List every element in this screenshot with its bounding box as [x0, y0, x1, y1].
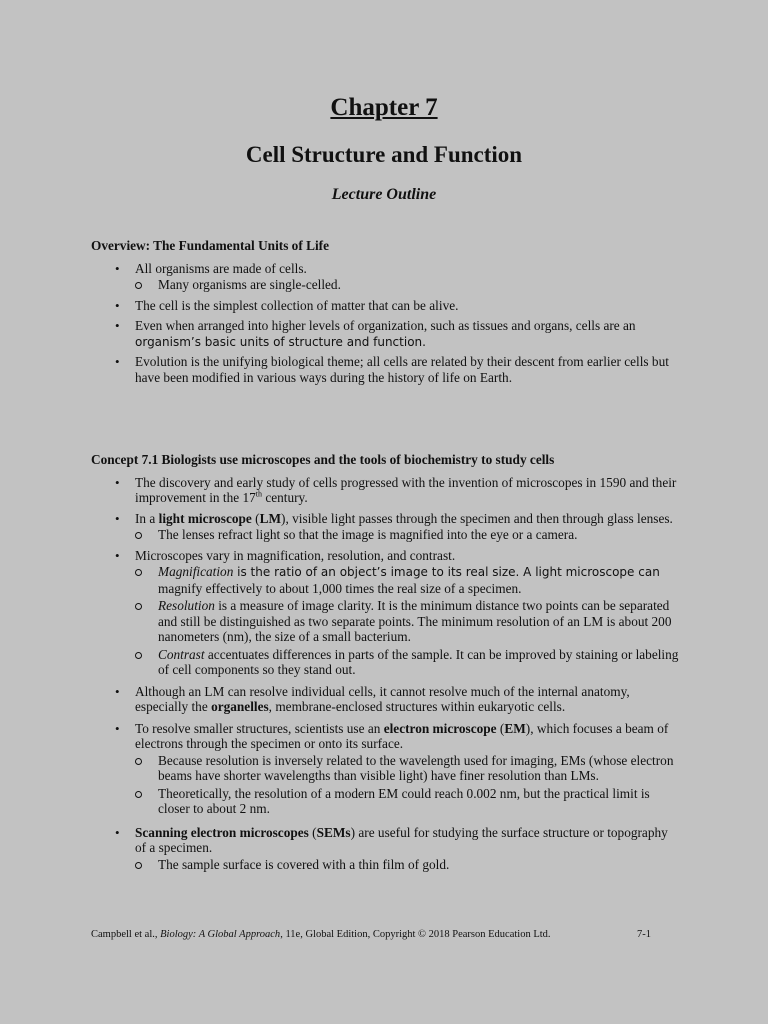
term-bold: LM [259, 510, 282, 526]
list-item [91, 684, 681, 715]
footer-text: Campbell et al., [91, 929, 161, 940]
bullet-text: is a measure of image clarity. It is the minimum distance two points can be separated and still be distinguished as two separate points. The minimum resolution of an LM is about 200 nanometers (nm), the size of a small bacterium. [158, 598, 672, 644]
bullet-text: ( [308, 824, 317, 840]
list-item [91, 721, 681, 817]
bullet-text: Theoretically, the resolution of a modern EM could reach 0.002 nm, but the practical limit is closer to about 2 nm. [158, 785, 650, 816]
bullet-text: , membrane-enclosed structures within eukaryotic cells. [268, 699, 566, 714]
sub-list-item [135, 857, 681, 873]
bullet-text-sans: is the ratio of an object’s image to its real size. A light microscope can [233, 565, 660, 579]
footer-text: , 11e, Global Edition, Copyright © 2018 Pearson Education Ltd. [280, 929, 551, 940]
page-footer [91, 929, 651, 940]
list-item [91, 475, 681, 506]
bullet-text: The cell is the simplest collection of matter that can be alive. [135, 297, 459, 313]
bullet-text-sans: organism’s basic units of structure and function. [135, 334, 426, 349]
term-bold: SEMs [316, 824, 351, 840]
bullet-text: The sample surface is covered with a thin film of gold. [158, 856, 450, 872]
chapter-title: Cell Structure and Function [245, 142, 523, 167]
sub-list-item [135, 647, 681, 678]
footer-book-title: Biology: A Global Approach [160, 929, 281, 940]
list-item [91, 318, 681, 350]
bullet-text: All organisms are made of cells. [135, 260, 307, 276]
bullet-text: Evolution is the unifying biological theme; all cells are related by their descent from earlier cells but have been modified in various ways during the history of life on Earth. [135, 354, 669, 385]
list-item [91, 354, 681, 385]
sub-list-item [135, 564, 681, 596]
term-italic: Resolution [158, 598, 215, 613]
bullet-text: The lenses refract light so that the image is magnified into the eye or a camera. [158, 527, 578, 542]
overview-section [91, 238, 681, 389]
concept-heading: Concept 7.1 Biologists use microscopes and the tools of biochemistry to study cells [91, 452, 555, 467]
bullet-text: ( [496, 720, 505, 736]
bullet-text: magnify effectively to about 1,000 times the real size of a specimen. [158, 580, 522, 596]
bullet-text: Many organisms are single-celled. [158, 277, 341, 292]
bullet-text: Because resolution is inversely related to the wavelength used for imaging, EMs (whose electron beams have shorter wavelengths than visible light) have finer resolution than LMs. [158, 752, 674, 783]
bullet-text: ), visible light passes through the specimen and then through glass lenses. [281, 510, 673, 526]
term-italic: Magnification [158, 564, 234, 579]
term-bold: light microscope [158, 510, 252, 526]
bullet-text: The discovery and early study of cells progressed with the invention of microscopes in 1590 and their improvement in the 17 [135, 474, 677, 505]
term-bold: organelles [211, 699, 269, 714]
concept-section [91, 452, 681, 876]
term-bold: Scanning electron microscopes [135, 824, 309, 840]
chapter-number: Chapter 7 [330, 94, 438, 121]
sub-list-item [135, 786, 681, 817]
bullet-text: ) are useful for studying the surface structure or topography of a specimen. [135, 824, 668, 855]
sub-list-item [135, 598, 681, 645]
bullet-text: ( [251, 510, 260, 526]
term-bold: EM [504, 720, 526, 736]
sub-list-item [135, 277, 681, 293]
concept-list [91, 475, 681, 873]
list-item [91, 548, 681, 678]
list-item [91, 261, 681, 293]
bullet-text: Microscopes vary in magnification, resolution, and contrast. [135, 547, 456, 563]
superscript: th [255, 489, 262, 499]
bullet-text: accentuates differences in parts of the sample. It can be improved by staining or labeling of cell components so they stand out. [158, 646, 679, 677]
bullet-text: Even when arranged into higher levels of organization, such as tissues and organs, cells are an [135, 318, 636, 333]
bullet-text: In a [135, 510, 159, 526]
list-item [91, 298, 681, 314]
list-item [91, 825, 681, 873]
overview-list [91, 261, 681, 386]
list-item [91, 511, 681, 543]
bullet-text: ), which focuses a beam of electrons through the specimen or onto its surface. [135, 720, 669, 751]
chapter-subtitle: Lecture Outline [331, 186, 437, 203]
term-bold: electron microscope [383, 720, 497, 736]
overview-heading: Overview: The Fundamental Units of Life [91, 238, 329, 253]
bullet-text: Although an LM can resolve individual cells, it cannot resolve much of the internal anatomy, especially the [135, 683, 630, 714]
page-number: 7-1 [637, 929, 651, 940]
bullet-text: century. [262, 490, 308, 505]
sub-list-item [135, 753, 681, 784]
sub-list-item [135, 527, 681, 543]
term-italic: Contrast [158, 646, 205, 662]
bullet-text: To resolve smaller structures, scientists use an [135, 720, 384, 736]
